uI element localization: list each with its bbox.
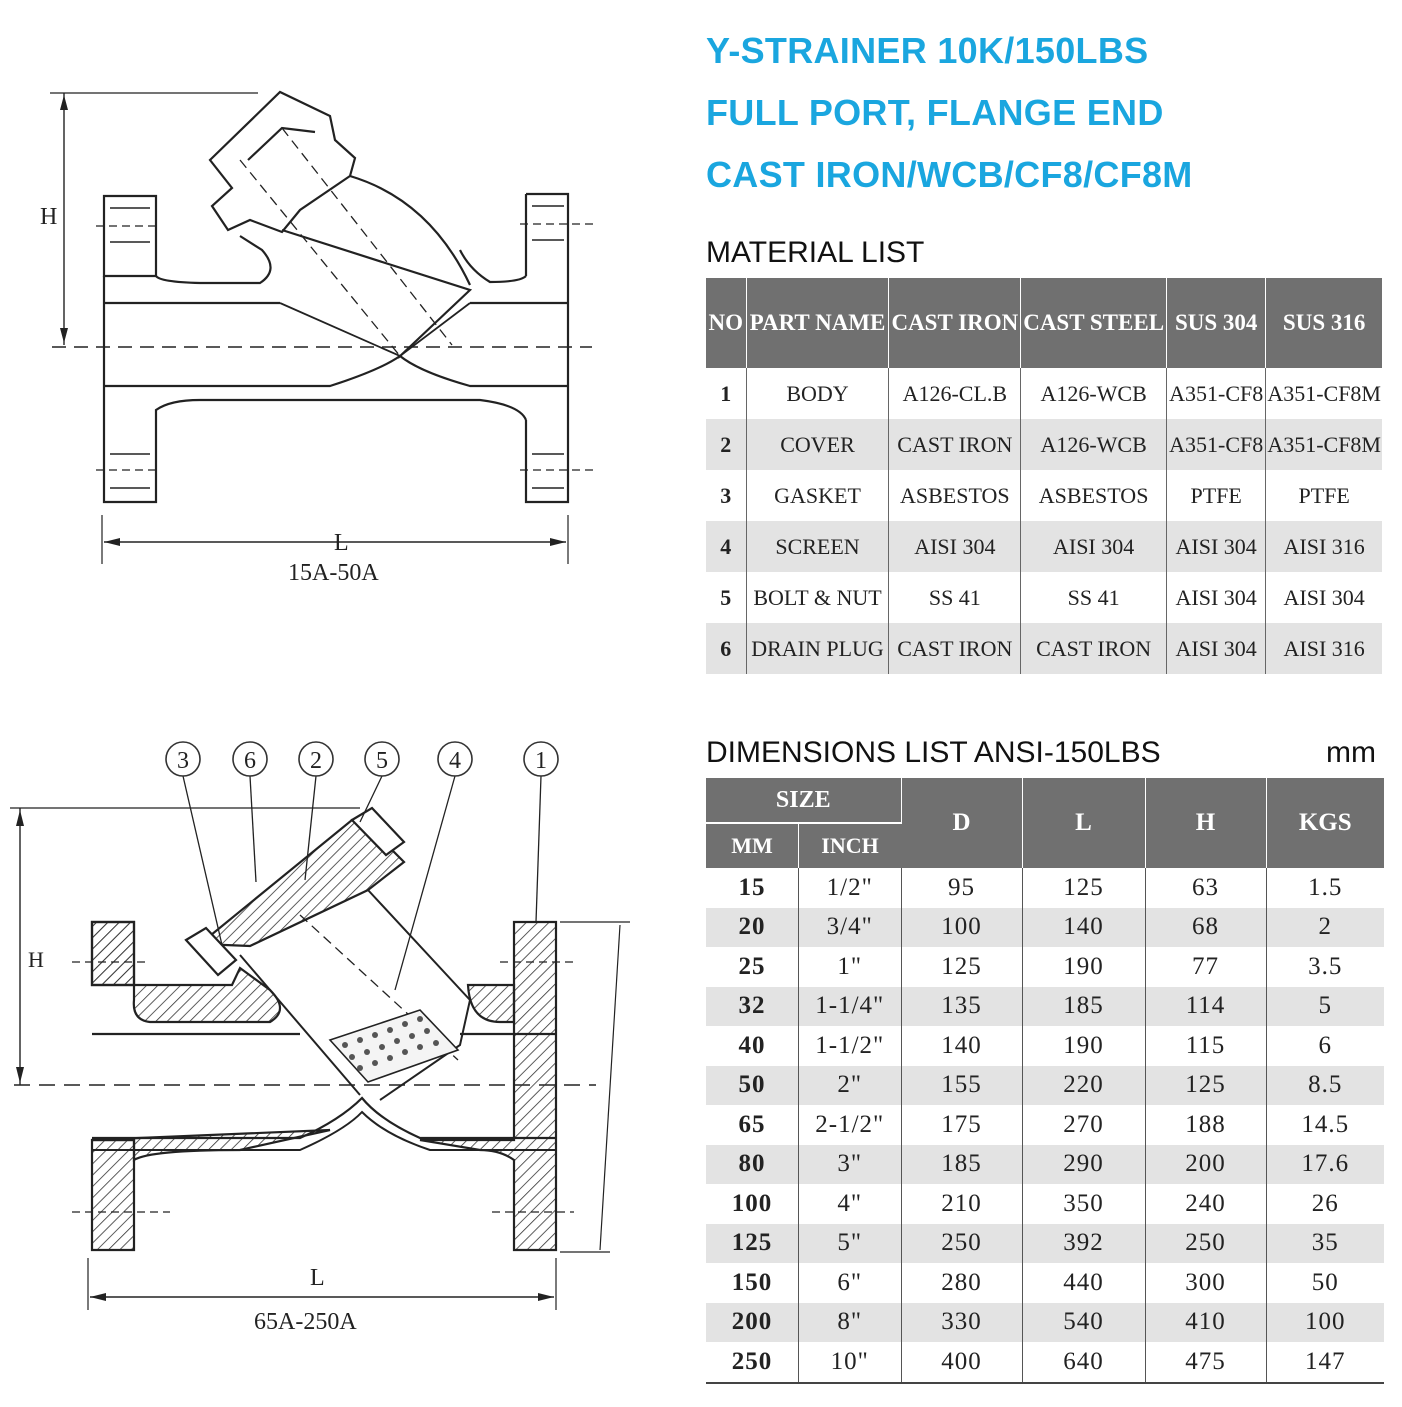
cell: AISI 304 bbox=[1283, 584, 1365, 610]
cell: 1" bbox=[799, 947, 902, 987]
cell: 250 bbox=[706, 1342, 799, 1383]
cell: 4 bbox=[706, 521, 746, 572]
cell: 150 bbox=[706, 1263, 799, 1303]
cell: 2 bbox=[1266, 908, 1384, 948]
cell: 290 bbox=[1022, 1145, 1145, 1185]
cell: 77 bbox=[1145, 947, 1266, 987]
cell: 2 bbox=[706, 419, 746, 470]
cell: SS 41 bbox=[1021, 572, 1167, 623]
cell: 8.5 bbox=[1266, 1066, 1384, 1106]
col-no: NO bbox=[706, 278, 746, 368]
cell: 8" bbox=[799, 1303, 902, 1343]
dimensions-table bbox=[706, 778, 1384, 1384]
callout-6: 6 bbox=[244, 748, 256, 774]
cell: CAST IRON bbox=[889, 419, 1021, 470]
cell: 35 bbox=[1266, 1224, 1384, 1264]
cell: 185 bbox=[1022, 987, 1145, 1027]
cell: 125 bbox=[901, 947, 1022, 987]
cell: 280 bbox=[901, 1263, 1022, 1303]
table-row bbox=[706, 868, 1384, 908]
callout-5: 5 bbox=[376, 748, 388, 774]
table-row bbox=[706, 908, 1384, 948]
cell: 65 bbox=[706, 1105, 799, 1145]
cell: 200 bbox=[1145, 1145, 1266, 1185]
cell: A351-CF8M bbox=[1266, 419, 1382, 470]
cell: 10" bbox=[799, 1342, 902, 1383]
col-h: H bbox=[1145, 778, 1266, 868]
cell: 68 bbox=[1145, 908, 1266, 948]
cell: 188 bbox=[1145, 1105, 1266, 1145]
col-part-name: PART NAME bbox=[746, 278, 889, 368]
cell: PTFE bbox=[1167, 470, 1266, 521]
cell: 350 bbox=[1022, 1184, 1145, 1224]
cell: ASBESTOS bbox=[889, 470, 1021, 521]
title-line-2: FULL PORT, FLANGE END bbox=[706, 92, 1164, 133]
cell: 26 bbox=[1311, 1189, 1339, 1217]
col-size: SIZE bbox=[706, 778, 901, 823]
cell: ASBESTOS bbox=[1021, 470, 1167, 521]
cell: 5 bbox=[1266, 987, 1384, 1027]
title-line-1: Y-STRAINER 10K/150LBS bbox=[706, 30, 1149, 71]
cell: AISI 304 bbox=[1167, 521, 1266, 572]
cell: 190 bbox=[1022, 947, 1145, 987]
cell: 250 bbox=[1145, 1224, 1266, 1264]
cell: 300 bbox=[1145, 1263, 1266, 1303]
cell: 147 bbox=[1266, 1342, 1384, 1383]
unit-label: mm bbox=[1326, 736, 1376, 769]
dimensions-header-row bbox=[706, 778, 1384, 823]
col-cast-iron: CAST IRON bbox=[889, 278, 1021, 368]
cell: 200 bbox=[706, 1303, 799, 1343]
cell: A351-CF8M bbox=[1267, 380, 1381, 406]
col-l: L bbox=[1022, 778, 1145, 868]
cell: 6" bbox=[799, 1263, 902, 1303]
cell: 114 bbox=[1145, 987, 1266, 1027]
cell: 640 bbox=[1022, 1342, 1145, 1383]
callout-1: 1 bbox=[535, 748, 547, 774]
cell: 2" bbox=[799, 1066, 902, 1106]
cell: 100 bbox=[901, 908, 1022, 948]
cell: 3.5 bbox=[1308, 952, 1343, 980]
cell: 1/2" bbox=[799, 868, 902, 908]
cell: SCREEN bbox=[746, 521, 889, 572]
cell: 210 bbox=[901, 1184, 1022, 1224]
table-row bbox=[706, 419, 1382, 470]
table-row bbox=[706, 623, 1382, 674]
cell: 32 bbox=[706, 987, 799, 1027]
large-h-label: H bbox=[28, 947, 44, 972]
drawing-15a-50a bbox=[50, 92, 594, 564]
table-row bbox=[706, 1105, 1384, 1145]
cell: 25 bbox=[706, 947, 799, 987]
cell: 250 bbox=[901, 1224, 1022, 1264]
cell: 220 bbox=[1022, 1066, 1145, 1106]
cell: 125 bbox=[1022, 868, 1145, 908]
large-l-label: L bbox=[310, 1265, 325, 1291]
cell: A126-WCB bbox=[1021, 368, 1167, 419]
callout-2: 2 bbox=[310, 748, 322, 774]
cell: 14.5 bbox=[1301, 1110, 1350, 1138]
cell: AISI 304 bbox=[1167, 572, 1266, 623]
cell: 100 bbox=[706, 1184, 799, 1224]
small-caption: 15A-50A bbox=[288, 560, 379, 586]
cell: 185 bbox=[901, 1145, 1022, 1185]
cell: 5" bbox=[799, 1224, 902, 1264]
cell: 17.6 bbox=[1266, 1145, 1384, 1185]
title-line-3: CAST IRON/WCB/CF8/CF8M bbox=[706, 154, 1193, 195]
cell: 3 bbox=[706, 470, 746, 521]
cell: 440 bbox=[1022, 1263, 1145, 1303]
cell: 410 bbox=[1145, 1303, 1266, 1343]
table-row bbox=[706, 572, 1382, 623]
cell: AISI 316 bbox=[1266, 521, 1382, 572]
cell: 270 bbox=[1022, 1105, 1145, 1145]
cell: 1.5 bbox=[1308, 873, 1343, 901]
table-row bbox=[706, 1145, 1384, 1185]
cell: 6 bbox=[1318, 1031, 1332, 1059]
cell: 63 bbox=[1145, 868, 1266, 908]
cell: CAST IRON bbox=[889, 623, 1021, 674]
cell: DRAIN PLUG bbox=[746, 623, 889, 674]
cell: 190 bbox=[1022, 1026, 1145, 1066]
cell: 6 bbox=[706, 623, 746, 674]
cell: A126-CL.B bbox=[889, 368, 1021, 419]
cell: AISI 304 bbox=[889, 521, 1021, 572]
cell: AISI 304 bbox=[1021, 521, 1167, 572]
cell: 475 bbox=[1145, 1342, 1266, 1383]
cell: 392 bbox=[1022, 1224, 1145, 1264]
col-inch: INCH bbox=[799, 823, 902, 868]
cell: 50 bbox=[1311, 1268, 1339, 1296]
cell: BOLT & NUT bbox=[746, 572, 889, 623]
cell: 140 bbox=[1022, 908, 1145, 948]
cell: 40 bbox=[706, 1026, 799, 1066]
table-row bbox=[706, 368, 1382, 419]
col-sus-316: SUS 316 bbox=[1266, 278, 1382, 368]
material-table bbox=[706, 278, 1382, 674]
table-row bbox=[706, 1342, 1384, 1383]
table-row bbox=[706, 1066, 1384, 1106]
cell: 540 bbox=[1022, 1303, 1145, 1343]
material-list-heading: MATERIAL LIST bbox=[706, 236, 925, 269]
small-l-label: L bbox=[334, 530, 349, 556]
cell: AISI 304 bbox=[1167, 623, 1266, 674]
material-header-row bbox=[706, 278, 1382, 368]
cell: GASKET bbox=[746, 470, 889, 521]
cell: 5 bbox=[706, 572, 746, 623]
table-row bbox=[706, 470, 1382, 521]
cell: 20 bbox=[706, 908, 799, 948]
cell: 4" bbox=[799, 1184, 902, 1224]
cell: A351-CF8 bbox=[1167, 368, 1266, 419]
cell: A351-CF8 bbox=[1167, 419, 1266, 470]
small-h-label: H bbox=[40, 204, 58, 230]
callout-4: 4 bbox=[449, 748, 461, 774]
callout-3: 3 bbox=[177, 748, 189, 774]
table-row bbox=[706, 1224, 1384, 1264]
cell: 135 bbox=[901, 987, 1022, 1027]
large-caption: 65A-250A bbox=[254, 1309, 357, 1335]
col-sus-304: SUS 304 bbox=[1167, 278, 1266, 368]
table-row bbox=[706, 1303, 1384, 1343]
table-row bbox=[706, 1026, 1384, 1066]
dimensions-list-heading: DIMENSIONS LIST ANSI-150LBS bbox=[706, 736, 1161, 769]
cell: 125 bbox=[706, 1224, 799, 1264]
col-cast-steel: CAST STEEL bbox=[1021, 278, 1167, 368]
cell: 400 bbox=[901, 1342, 1022, 1383]
cell: 330 bbox=[901, 1303, 1022, 1343]
cell: 80 bbox=[706, 1145, 799, 1185]
cell: 1 bbox=[706, 368, 746, 419]
cell: AISI 316 bbox=[1266, 623, 1382, 674]
table-row bbox=[706, 1184, 1384, 1224]
cell: SS 41 bbox=[889, 572, 1021, 623]
cell: 1-1/4" bbox=[799, 987, 902, 1027]
cell: A126-WCB bbox=[1021, 419, 1167, 470]
table-row bbox=[706, 987, 1384, 1027]
cell: BODY bbox=[746, 368, 889, 419]
col-d: D bbox=[901, 778, 1022, 868]
cell: 2-1/2" bbox=[799, 1105, 902, 1145]
cell: 155 bbox=[901, 1066, 1022, 1106]
cell: 100 bbox=[1266, 1303, 1384, 1343]
cell: 125 bbox=[1145, 1066, 1266, 1106]
cell: 1-1/2" bbox=[799, 1026, 902, 1066]
cell: 50 bbox=[706, 1066, 799, 1106]
col-mm: MM bbox=[706, 823, 799, 868]
cell: 240 bbox=[1145, 1184, 1266, 1224]
cell: 3/4" bbox=[799, 908, 902, 948]
cell: CAST IRON bbox=[1021, 623, 1167, 674]
drawing-65a-250a bbox=[10, 776, 630, 1310]
col-kgs: KGS bbox=[1266, 778, 1384, 868]
table-row bbox=[706, 521, 1382, 572]
cell: 3" bbox=[799, 1145, 902, 1185]
cell: PTFE bbox=[1298, 482, 1350, 508]
cell: 15 bbox=[706, 868, 799, 908]
cell: 95 bbox=[901, 868, 1022, 908]
table-row bbox=[706, 947, 1384, 987]
cell: 115 bbox=[1145, 1026, 1266, 1066]
cell: COVER bbox=[746, 419, 889, 470]
cell: 140 bbox=[901, 1026, 1022, 1066]
cell: 175 bbox=[901, 1105, 1022, 1145]
table-row bbox=[706, 1263, 1384, 1303]
